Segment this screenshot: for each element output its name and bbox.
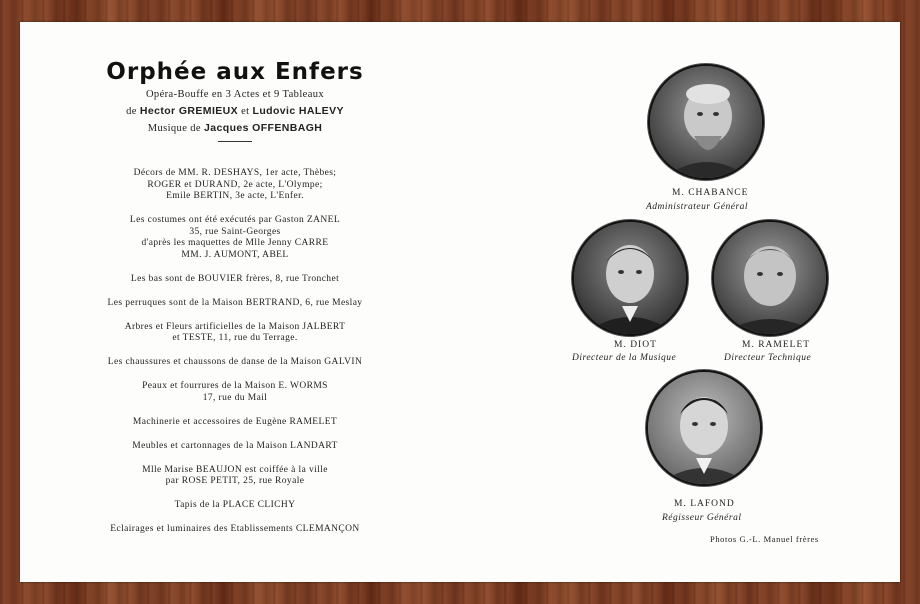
credit-line: Les bas sont de BOUVIER frères, 8, rue Tronchet — [130, 273, 340, 284]
page-title: Orphée aux Enfers — [106, 59, 364, 85]
credit-line: Meubles et cartonnages de la Maison LANDART — [132, 440, 338, 451]
credit-line: Peaux et fourrures de la Maison E. WORMS — [142, 381, 328, 391]
subtitle-musique: Musique de — [147, 123, 201, 134]
portrait-photo — [714, 222, 826, 334]
staff-name: M. CHABANCE — [672, 188, 749, 198]
credit-line: Décors de MM. R. DESHAYS, 1er acte, Thèbes; — [133, 168, 337, 178]
portrait-ramelet — [712, 220, 828, 336]
subtitle-de: de — [126, 106, 137, 117]
credit-line: Les chaussures et chaussons de danse de la Maison GALVIN — [107, 357, 363, 367]
portrait-lafond — [646, 370, 762, 486]
credit-line: Machinerie et accessoires de Eugène RAMELET — [132, 416, 338, 427]
credit-line: Mlle Marise BEAUJON est coiffée à la ville — [142, 464, 328, 475]
credit-line: d'après les maquettes de Mlle Jenny CARRE — [141, 238, 329, 248]
author2: Ludovic HALEVY — [252, 105, 344, 117]
credit-line: par ROSE PETIT, 25, rue Royale — [165, 476, 305, 486]
staff-name: M. LAFOND — [674, 499, 735, 509]
credit-line: Eclairages et luminaires des Etablissements CLEMANÇON — [110, 524, 360, 534]
author1: Hector GREMIEUX — [139, 105, 239, 117]
credit-line: MM. J. AUMONT, ABEL — [181, 249, 289, 260]
staff-role: Administrateur Général — [646, 202, 749, 212]
program-page — [20, 22, 900, 582]
credit-line: 17, rue du Mail — [202, 392, 268, 403]
subtitle-et: et — [241, 106, 250, 117]
portraits-column — [20, 22, 900, 582]
photo-credit: Photos G.-L. Manuel frères — [710, 534, 819, 544]
credit-line: ROGER et DURAND, 2e acte, L'Olympe; — [147, 179, 323, 190]
credit-line: Les perruques sont de la Maison BERTRAND, 6, rue Meslay — [107, 297, 363, 308]
credit-line: Les costumes ont été exécutés par Gaston ZANEL — [129, 215, 341, 225]
portrait-diot — [572, 220, 688, 336]
portrait-photo — [574, 222, 686, 334]
credit-line: 35, rue Saint-Georges — [189, 226, 281, 237]
portrait-chabance — [648, 64, 764, 180]
staff-role: Directeur Technique — [724, 353, 812, 363]
credit-line: Emile BERTIN, 3e acte, L'Enfer. — [166, 191, 304, 201]
staff-role: Régisseur Général — [662, 513, 742, 523]
staff-name: M. RAMELET — [742, 340, 811, 350]
portrait-photo — [648, 372, 760, 484]
subtitle-line1: Opéra-Bouffe en 3 Actes et 9 Tableaux — [145, 89, 325, 100]
portrait-photo — [650, 66, 762, 178]
credit-line: Arbres et Fleurs artificielles de la Maison JALBERT — [124, 321, 346, 332]
staff-role: Directeur de la Musique — [572, 353, 677, 363]
composer: Jacques OFFENBAGH — [204, 122, 323, 134]
credit-line: et TESTE, 11, rue du Terrage. — [172, 333, 298, 343]
staff-name: M. DIOT — [614, 340, 657, 350]
credit-line: Tapis de la PLACE CLICHY — [174, 500, 296, 510]
